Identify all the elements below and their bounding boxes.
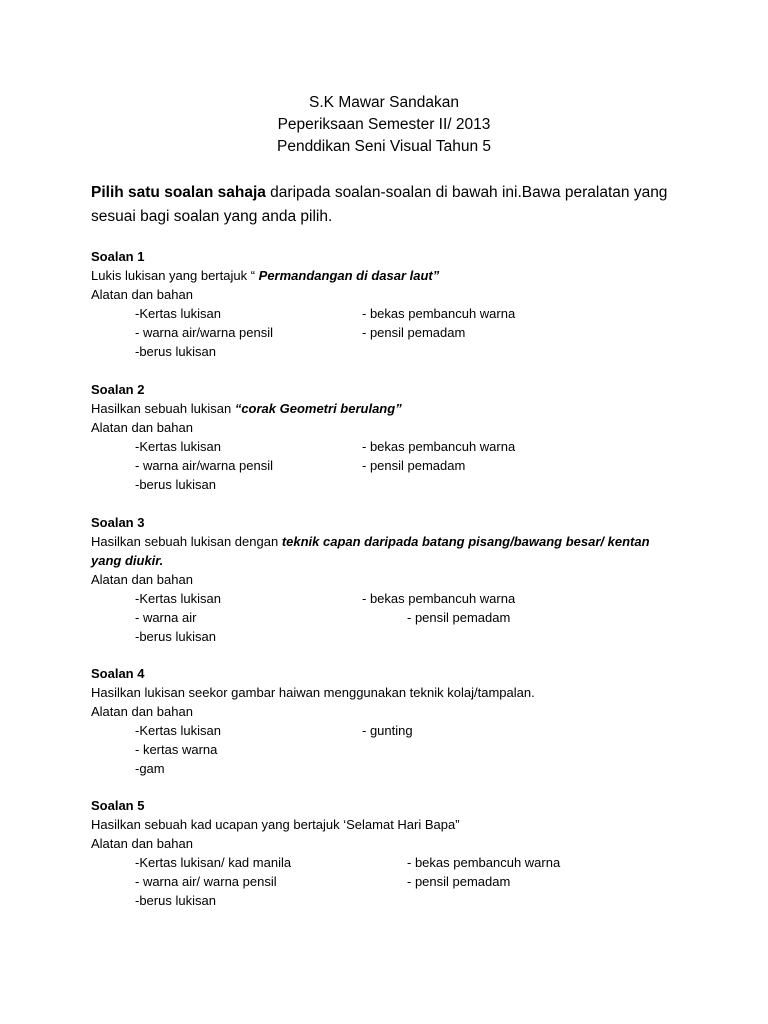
document-header [0,92,768,158]
exam-title: Peperiksaan Semester II/ 2013 [277,116,491,133]
topic-emphasis: Permandangan di dasar laut” [255,268,440,283]
topic-text: Hasilkan sebuah lukisan [91,401,235,416]
material-item: - pensil pemadam [362,325,466,340]
topic-emphasis: “corak Geometri berulang” [234,401,402,416]
question-title: Soalan 2 [91,382,145,397]
material-item: -Kertas lukisan [135,723,221,738]
materials-label: Alatan dan bahan [91,836,193,851]
materials-label: Alatan dan bahan [91,572,193,587]
question-2 [91,380,731,494]
material-item: -berus lukisan [135,629,216,644]
materials-label: Alatan dan bahan [91,420,193,435]
question-1 [91,247,731,361]
topic-emphasis: yang diukir. [91,553,164,568]
material-item: -gam [135,761,165,776]
material-item: - bekas pembancuh warna [362,306,516,321]
material-item: - pensil pemadam [407,874,511,889]
instructions [91,181,711,229]
material-item: -Kertas lukisan [135,306,221,321]
topic-text: Hasilkan lukisan seekor gambar haiwan menggunakan teknik kolaj/tampalan. [91,685,535,700]
topic-text: Hasilkan sebuah kad ucapan yang bertajuk ‘Selamat Hari Bapa” [91,817,460,832]
question-title: Soalan 3 [91,515,145,530]
material-row [91,759,731,778]
topic-text: Lukis lukisan yang bertajuk “ [91,268,256,283]
material-row [91,342,731,361]
material-row [91,627,731,646]
material-row [91,304,731,323]
material-item: - warna air [135,610,197,625]
materials-label: Alatan dan bahan [91,287,193,302]
topic-emphasis: teknik capan daripada batang pisang/bawang besar/ kentan [281,534,650,549]
question-topic [91,532,731,551]
instructions-emphasis: Pilih satu soalan sahaja [91,184,266,201]
question-topic [91,266,731,285]
material-item: - pensil pemadam [407,610,511,625]
material-item: - bekas pembancuh warna [362,439,516,454]
material-row [91,437,731,456]
material-item: - bekas pembancuh warna [362,591,516,606]
material-item: - warna air/ warna pensil [135,874,277,889]
material-item: - warna air/warna pensil [135,325,274,340]
material-row [91,608,731,627]
material-row [91,872,731,891]
question-topic [91,399,731,418]
instructions-text: daripada soalan-soalan di bawah ini.Bawa peralatan yang sesuai bagi soalan yang anda pilih. [91,184,668,225]
question-topic [91,683,731,702]
question-title: Soalan 4 [91,666,145,681]
material-row [91,740,731,759]
question-title: Soalan 1 [91,249,145,264]
school-name: S.K Mawar Sandakan [309,94,459,111]
subject-title: Penddikan Seni Visual Tahun 5 [276,138,491,155]
material-item: -berus lukisan [135,893,216,908]
material-row [91,475,731,494]
material-item: - warna air/warna pensil [135,458,274,473]
material-row [91,589,731,608]
question-topic [91,815,731,834]
material-row [91,853,731,872]
topic-text: Hasilkan sebuah lukisan dengan [91,534,282,549]
material-item: -berus lukisan [135,477,216,492]
question-4 [91,664,731,778]
question-5 [91,796,731,910]
question-title: Soalan 5 [91,798,145,813]
question-topic-continued [91,551,731,570]
material-row [91,323,731,342]
material-item: -Kertas lukisan/ kad manila [135,855,292,870]
material-item: - bekas pembancuh warna [407,855,561,870]
material-item: -berus lukisan [135,344,216,359]
materials-label: Alatan dan bahan [91,704,193,719]
material-item: -Kertas lukisan [135,439,221,454]
material-item: - gunting [362,723,413,738]
question-3 [91,513,731,646]
material-row [91,891,731,910]
material-item: - kertas warna [135,742,218,757]
material-item: - pensil pemadam [362,458,466,473]
material-row [91,456,731,475]
material-row [91,721,731,740]
material-item: -Kertas lukisan [135,591,221,606]
